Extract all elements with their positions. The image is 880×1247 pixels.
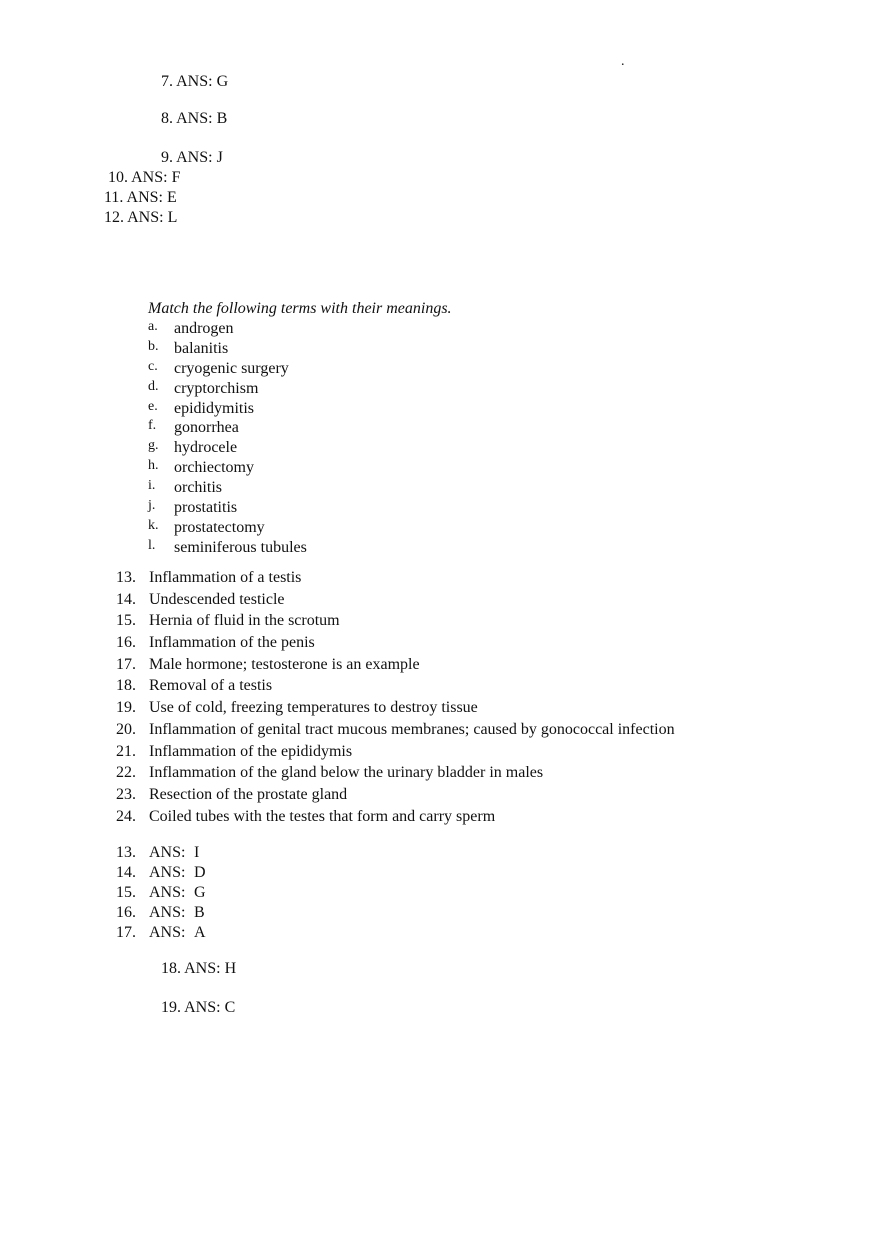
term-letter: d.: [148, 378, 159, 394]
answer-value: B: [194, 903, 205, 921]
question-text: Inflammation of the epididymis: [149, 742, 353, 760]
answer-value: D: [194, 863, 206, 881]
term-letter: f.: [148, 418, 157, 434]
answer-value: I: [194, 844, 200, 861]
question-number: 15.: [116, 612, 136, 630]
term-letter: j.: [148, 498, 156, 514]
question-text: Use of cold, freezing temperatures to destroy tissue: [149, 699, 478, 717]
term-text: androgen: [174, 320, 234, 337]
term-letter: a.: [148, 319, 158, 334]
answer-label: ANS:: [149, 844, 186, 861]
answer-number: 17.: [116, 923, 136, 941]
question-text: Hernia of fluid in the scrotum: [149, 612, 340, 630]
answer-label: ANS:: [149, 883, 186, 901]
term-text: balanitis: [174, 339, 229, 357]
term-text: seminiferous tubules: [174, 538, 307, 556]
answer-value: G: [194, 883, 206, 901]
term-letter: l.: [148, 537, 156, 553]
question-number: 22.: [116, 764, 136, 782]
question-number: 13.: [116, 569, 136, 586]
term-text: prostatectomy: [174, 518, 265, 536]
question-text: Undescended testicle: [149, 590, 285, 608]
term-letter: i.: [148, 478, 156, 494]
question-number: 17.: [116, 655, 136, 673]
answer-label: ANS:: [149, 923, 186, 941]
term-letter: h.: [148, 458, 159, 474]
question-text: Resection of the prostate gland: [149, 785, 348, 803]
answer-8: 8. ANS: B: [161, 110, 228, 127]
question-number: 23.: [116, 785, 136, 803]
answer-label: ANS:: [149, 863, 186, 881]
answer-10: 10. ANS: F: [108, 169, 181, 186]
question-text: Male hormone; testosterone is an example: [149, 655, 420, 673]
term-text: cryptorchism: [174, 379, 259, 397]
answer-number: 15.: [116, 883, 136, 901]
question-number: 19.: [116, 699, 136, 717]
answer-12: 12. ANS: L: [104, 209, 178, 226]
term-letter: g.: [148, 438, 159, 454]
term-letter: e.: [148, 398, 158, 414]
answer-value: A: [194, 923, 206, 941]
question-number: 24.: [116, 807, 136, 825]
term-text: prostatitis: [174, 499, 238, 517]
page-mark: .: [621, 54, 625, 69]
question-text: Coiled tubes with the testes that form and carry sperm: [149, 807, 496, 825]
question-number: 20.: [116, 720, 136, 738]
question-number: 21.: [116, 742, 136, 760]
question-number: 18.: [116, 677, 136, 695]
term-text: epididymitis: [174, 399, 254, 417]
answer-label: ANS:: [149, 903, 186, 921]
term-text: orchiectomy: [174, 459, 254, 477]
question-text: Inflammation of genital tract mucous membranes; caused by gonococcal infection: [149, 720, 675, 738]
answer-19: 19. ANS: C: [161, 999, 236, 1016]
term-text: orchitis: [174, 479, 222, 497]
question-text: Inflammation of the gland below the urinary bladder in males: [149, 764, 544, 782]
answer-11: 11. ANS: E: [104, 189, 177, 206]
answer-number: 16.: [116, 903, 136, 921]
term-text: hydrocele: [174, 439, 238, 457]
answer-18: 18. ANS: H: [161, 960, 237, 977]
term-text: cryogenic surgery: [174, 359, 289, 377]
question-text: Removal of a testis: [149, 677, 273, 695]
question-number: 14.: [116, 590, 136, 608]
question-number: 16.: [116, 634, 136, 652]
answer-number: 13.: [116, 844, 136, 861]
answer-7: 7. ANS: G: [161, 73, 229, 90]
instruction-heading: Match the following terms with their meanings.: [148, 300, 452, 317]
term-letter: c.: [148, 358, 158, 374]
answer-9: 9. ANS: J: [161, 149, 223, 166]
question-text: Inflammation of a testis: [149, 569, 302, 586]
term-letter: b.: [148, 338, 159, 354]
answer-number: 14.: [116, 863, 136, 881]
term-letter: k.: [148, 517, 159, 533]
term-text: gonorrhea: [174, 419, 239, 437]
question-text: Inflammation of the penis: [149, 634, 315, 652]
